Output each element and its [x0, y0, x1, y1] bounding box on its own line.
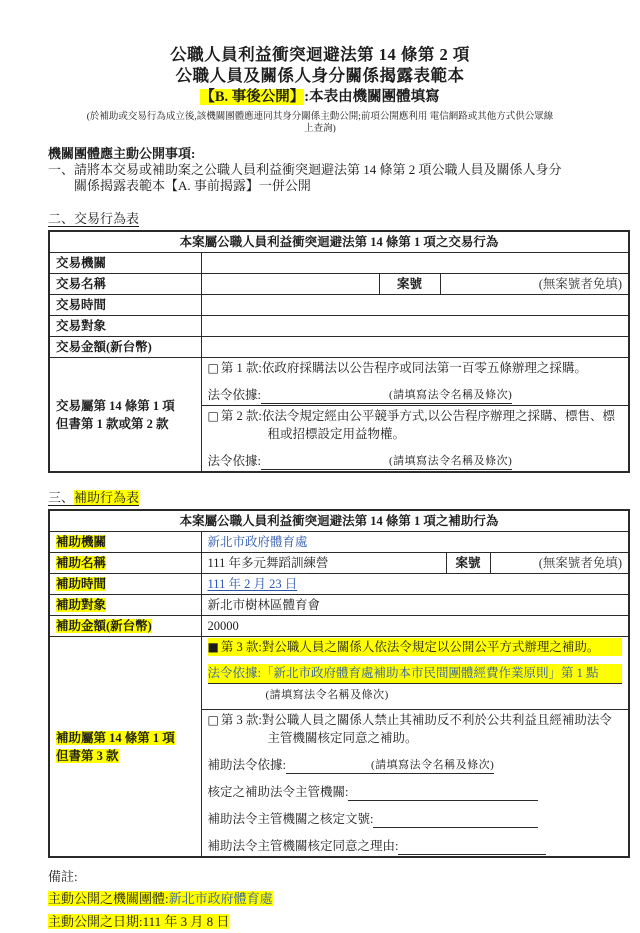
transaction-clause-label — [49, 358, 201, 473]
transaction-case-number-label: 案號 — [379, 274, 440, 295]
law-basis-label: 法令依據: — [207, 666, 261, 680]
law-basis-note: (請填寫法令名稱及條次) — [388, 389, 513, 401]
subsidy-case-number-label: 案號 — [446, 553, 490, 574]
document-title-line2: 公職人員及關係人身分關係揭露表範本 — [175, 66, 465, 85]
subsidy-option2-text: 第 3 款:對公職人員之關係人禁止其補助反不利於公共利益且經補助法令主管機關核定同意之補助。 — [220, 713, 612, 745]
transaction-agency-value — [201, 253, 629, 274]
subsidy-table — [48, 509, 630, 858]
disclosing-org-value: 新北市政府體育處 — [168, 891, 273, 906]
transaction-case-number-note: (無案號者免填) — [440, 274, 629, 295]
subsidy-time-label: 補助時間 — [49, 574, 201, 595]
transaction-option2-line — [208, 407, 623, 443]
after-disclosure-rest: :本表由機關團體填寫 — [304, 89, 440, 105]
checkbox-unchecked-icon: □ — [207, 361, 219, 375]
checkbox-unchecked-icon: □ — [207, 409, 219, 423]
transaction-table — [48, 230, 630, 473]
transaction-counterparty-value — [201, 316, 629, 337]
subsidy-name-label: 補助名稱 — [49, 553, 201, 574]
table-row — [49, 295, 629, 316]
table-row — [49, 337, 629, 358]
subsidy-recipient-label: 補助對象 — [49, 595, 201, 616]
transaction-time-label: 交易時間 — [49, 295, 201, 316]
notice-item-1: 一、請將本交易或補助案之公職人員利益衝突迴避法第 14 條第 2 項公職人員及關係人身分關係揭露表範本【A. 事前揭露】一併公開 — [48, 162, 562, 193]
disclosing-org-label: 主動公開之機關團體: — [48, 891, 169, 906]
blank-underline — [348, 800, 538, 801]
transaction-option1-law-line — [208, 386, 623, 404]
approval-reason-line — [208, 837, 623, 855]
table-row — [49, 358, 629, 406]
approval-doc-number-line — [208, 810, 623, 828]
transaction-amount-label: 交易金額(新台幣) — [49, 337, 201, 358]
subsidy-time-value: 111 年 2 月 23 日 — [201, 574, 629, 595]
subsidy-option2-cell — [201, 710, 629, 858]
transaction-option1-line — [208, 359, 623, 377]
subsidy-table-caption: 本案屬公職人員利益衝突迴避法第 14 條第 1 項之補助行為 — [49, 510, 629, 532]
disclosure-date-label: 主動公開之日期: — [48, 914, 143, 929]
approving-authority-label: 核定之補助法令主管機關: — [207, 785, 349, 799]
blank-underline — [373, 827, 538, 828]
blank-underline — [261, 387, 512, 404]
blank-underline — [398, 854, 546, 855]
transaction-option2-law-line — [208, 452, 623, 470]
subsidy-clause-label — [49, 637, 201, 858]
subsidy-section-number: 三、 — [48, 490, 75, 505]
transaction-option1-text: 第 1 款:依政府採購法以公告程序或同法第一百零五條辦理之採購。 — [220, 361, 587, 375]
table-row — [49, 616, 629, 637]
transaction-option2-cell — [201, 406, 629, 473]
subsidy-clause-label-line2: 但書第 3 款 — [56, 748, 119, 763]
subsidy-section-heading — [48, 490, 628, 506]
disclosure-date-value: 111 年 3 月 8 日 — [142, 914, 230, 929]
disclosure-notice — [48, 146, 628, 194]
checkbox-checked-icon: ■ — [207, 640, 219, 654]
transaction-counterparty-label: 交易對象 — [49, 316, 201, 337]
law-basis-note: (請填寫法令名稱及條次) — [265, 689, 389, 701]
after-disclosure-tag: 【B. 事後公開】 — [200, 89, 305, 105]
document-title-line3 — [0, 87, 640, 108]
law-basis-note: (請填寫法令名稱及條次) — [388, 455, 513, 467]
subsidy-agency-value: 新北市政府體育處 — [201, 532, 629, 553]
document-title-line1: 公職人員利益衝突迴避法第 14 條第 2 項 — [170, 45, 470, 64]
subsidy-option2-line — [208, 711, 623, 747]
transaction-section-title: 二、交易行為表 — [48, 211, 140, 226]
transaction-section-heading — [48, 211, 628, 227]
header-parenthetical-note: (於補助或交易行為成立後,該機關團體應連同其身分關係主動公開;前項公開應利用 電信網路或其他方式供公眾線上查詢) — [86, 112, 554, 134]
notice-heading: 機關團體應主動公開事項: — [48, 146, 196, 161]
transaction-clause-label-line2: 但書第 1 款或第 2 款 — [56, 416, 169, 431]
table-row — [49, 595, 629, 616]
subsidy-option1-text: 第 3 款:對公職人員之關係人依法令規定以公開公平方式辦理之補助。 — [220, 640, 600, 654]
transaction-option1-cell — [201, 358, 629, 406]
law-basis-label: 法令依據: — [207, 388, 261, 402]
subsidy-clause-label-line1: 補助屬第 14 條第 1 項 — [56, 730, 175, 745]
subsidy-option1-cell — [201, 637, 629, 710]
law-basis-value: 「新北市政府體育處補助本市民間團體經費作業原則」第 1 點 — [260, 666, 599, 680]
approving-authority-line — [208, 783, 623, 801]
table-row — [49, 231, 629, 253]
transaction-name-label: 交易名稱 — [49, 274, 201, 295]
transaction-time-value — [201, 295, 629, 316]
disclosure-date-line — [48, 910, 628, 933]
law-basis-label: 補助法令依據: — [207, 758, 286, 772]
table-row — [49, 532, 629, 553]
transaction-clause-label-line1: 交易屬第 14 條第 1 項 — [56, 398, 175, 413]
table-row — [49, 553, 629, 574]
transaction-agency-label: 交易機關 — [49, 253, 201, 274]
subsidy-amount-label: 補助金額(新台幣) — [49, 616, 201, 637]
approval-doc-number-label: 補助法令主管機關之核定文號: — [207, 812, 374, 826]
checkbox-unchecked-icon: □ — [207, 713, 219, 727]
table-row — [49, 574, 629, 595]
subsidy-name-value: 111 年多元舞蹈訓練營 — [201, 553, 446, 574]
table-row — [49, 510, 629, 532]
table-row — [49, 253, 629, 274]
footer-remarks — [48, 866, 628, 933]
transaction-name-value — [201, 274, 379, 295]
subsidy-option1-law-line — [208, 664, 623, 684]
table-row — [49, 274, 629, 295]
transaction-amount-value — [201, 337, 629, 358]
table-row — [49, 637, 629, 710]
transaction-option2-text: 第 2 款:依法令規定經由公平競爭方式,以公告程序辦理之採購、標售、標租或招標設定用益物權。 — [220, 409, 615, 441]
subsidy-amount-value: 20000 — [201, 616, 629, 637]
subsidy-section-title: 補助行為表 — [74, 490, 140, 505]
table-row — [49, 316, 629, 337]
subsidy-agency-label: 補助機關 — [49, 532, 201, 553]
law-basis-label: 法令依據: — [207, 454, 261, 468]
blank-underline — [286, 757, 494, 774]
disclosing-org-line — [48, 887, 628, 910]
blank-underline — [261, 453, 512, 470]
subsidy-recipient-value: 新北市樹林區體育會 — [201, 595, 629, 616]
document-header — [0, 44, 640, 135]
subsidy-option2-law-line — [208, 756, 623, 774]
approval-reason-label: 補助法令主管機關核定同意之理由: — [207, 839, 399, 853]
subsidy-case-number-note: (無案號者免填) — [490, 553, 629, 574]
law-basis-note: (請填寫法令名稱及條次) — [370, 759, 495, 771]
remark-label: 備註: — [48, 869, 78, 884]
subsidy-option1-line — [208, 638, 623, 656]
transaction-table-caption: 本案屬公職人員利益衝突迴避法第 14 條第 1 項之交易行為 — [49, 231, 629, 253]
